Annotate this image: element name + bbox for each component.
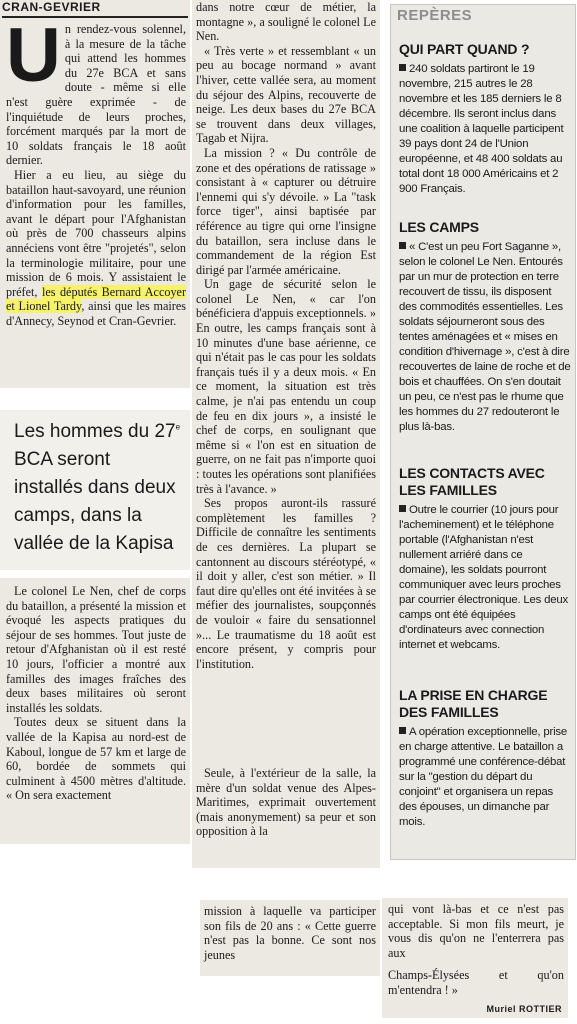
kapisa-paragraph: Toutes deux se situent dans la vallée de la Kapisa au nord-est de Kaboul, longue de 57 km et large de 60, bordée de sommets qui culminent à 4500 mètres d'altitude. « On sera exactement <box>6 715 186 803</box>
pull-quote-part-b: BCA seront installés dans deux camps, dans la vallée de la Kapisa <box>14 449 176 554</box>
section-text <box>399 503 571 653</box>
clipping-continuation-2 <box>382 898 568 972</box>
article-column-1 <box>0 0 190 388</box>
section-prise-en-charge <box>399 687 571 830</box>
bullet-icon <box>399 505 406 512</box>
bullet-icon <box>399 242 406 249</box>
column-1-lower-body <box>6 584 186 803</box>
pull-quote-part-a: Les hommes du 27 <box>14 421 176 442</box>
clipping-2-text: qui vont là-bas et ce n'est pas acceptable. Si mon fils meurt, je vous dis qu'on ne l'enterrera pas aux <box>388 902 564 960</box>
bullet-icon <box>399 64 406 71</box>
intro-paragraph <box>6 13 186 168</box>
highlighted-deputies: les députés Bernard Accoyer et Lionel Tardy <box>6 284 187 314</box>
author-byline: Muriel ROTTIER <box>486 1004 562 1014</box>
section-body: « C'est un peu Fort Saganne », selon le colonel Le Nen. Entourés par un mur de protection en terre recouvert de tissu, ils disposent des commodités essentielles. Les soldats séjourneront sous des tentes aménagées et « mises en condition d'hivernage », c'est à dire recouvertes de laine de roche et de bois et chauffées. On s'en doutait un peu, ce n'est pas le rhume que les hommes du 27 redouteront le plus là-bas. <box>399 241 571 433</box>
pull-quote-sup: e <box>175 422 181 432</box>
section-text <box>399 62 571 197</box>
article-column-1-lower <box>0 578 190 844</box>
col2-paragraph-2: La mission ? « Du contrôle de zone et des opérations de ratissage » consistant à « capturer ou détruire l'ennemi qui s'y dévoile. » La "task force tiger", ainsi baptisée par référence au tigre qui orne l'insigne du bataillon, sera incluse dans le commandement de la région Est dirigé par l'armée américaine. <box>196 145 376 277</box>
meeting-paragraph <box>6 168 186 329</box>
col2-seule <box>196 766 376 839</box>
section-body: 240 soldats partiront le 19 novembre, 215 autres le 28 novembre et les 185 derniers le 8 décembre. Ils seront inclus dans une coalition à laquelle participent 39 pays dont 24 de l'Union européenne, et 48 400 soldats au total dont 18 000 Américains et 2 900 Français. <box>399 63 564 195</box>
meeting-text-a: Hier a eu lieu, au siège du bataillon haut-savoyard, une réunion d'information pour les familles, avant le départ pour l'Afghanistan où près de 700 chasseurs alpins annéciens vont être "projetés", selon la terminologie militaire, pour une mission de 6 mois. Y assistaient le préfet, <box>6 167 186 299</box>
clipping-1-text: mission à laquelle va participer son fils de 20 ans : « Cette guerre n'est pas la bonne. Ce sont nos jeunes <box>204 904 376 962</box>
section-text <box>399 725 571 830</box>
section-contacts-familles <box>399 465 571 653</box>
clipping-continuation-3 <box>382 964 568 1018</box>
col2-paragraph-0: dans notre cœur de métier, la montagne », a souligné le colonel Le Nen. <box>196 0 376 44</box>
bullet-icon <box>399 727 406 734</box>
colonel-paragraph: Le colonel Le Nen, chef de corps du bataillon, a présenté la mission et évoqué les aspects pratiques du séjour de ses hommes. Tout juste de retour d'Afghanistan où il est resté 10 jours, l'officier a montré aux familles des images fraîches des deux bases militaires où seront installés les soldats. <box>6 584 186 715</box>
section-text <box>399 240 571 435</box>
location-header: CRAN-GEVRIER <box>2 0 188 18</box>
section-body: A opération exceptionnelle, prise en charge attentive. Le bataillon a programmé une conférence-débat sur la "gestion du départ du conjoint" et organisera un repas des épouses, un dimanche par mois. <box>399 726 568 828</box>
column-2-body <box>196 0 376 671</box>
intro-text: n rendez-vous solennel, à la mesure de la tâche qui attend les hommes du 27e BCA et sans doute - même si elle n'est guère exprimée - de l'inquiétude de leurs proches, forcément marqués par la mort de 10 soldats français le 18 août dernier. <box>6 22 186 168</box>
section-qui-part-quand <box>399 41 571 197</box>
section-body: Outre le courrier (10 jours pour l'acheminement) et le téléphone portable (l'Afghanistan n'est nullement arriéré dans ce domaine), les soldats pourront communiquer avec leurs proches par courrier électronique. Les deux camps ont été équipées d'ordinateurs avec connection internet et webcams. <box>399 504 569 651</box>
section-title: LES CAMPS <box>399 219 479 235</box>
sidebar-tag: REPÈRES <box>397 7 473 24</box>
pull-quote-text <box>14 418 184 558</box>
section-title: LES CONTACTS AVEC LES FAMILLES <box>399 465 545 498</box>
article-column-2 <box>192 0 380 868</box>
section-title: LA PRISE EN CHARGE DES FAMILLES <box>399 687 548 720</box>
clipping-continuation-1 <box>200 900 380 976</box>
col2-paragraph-3: Un gage de sécurité selon le colonel Le Nen, « car l'on bénéficiera d'appuis exceptionnels. » En outre, les camps français sont à 10 minutes d'une base aérienne, ce qui n'était pas le cas pour les soldats français tués il y a deux mois. « En ce moment, la situation est très calme, je n'ai pas entendu un coup de feu en dix jours », a insisté le chef de corps, en soulignant que même si « l'on est en situation de guerre, on ne fait pas n'importe quoi : toutes les opérations sont planifiées très à l'avance. » <box>196 277 376 496</box>
article-intro <box>6 13 187 328</box>
drop-cap: U <box>6 13 61 98</box>
clipping-3-text: Champs-Élysées et qu'on m'entendra ! » <box>388 968 564 997</box>
col2-paragraph-4: Ses propos auront-ils rassuré complètement les familles ? Difficile de connaître les sentiments de ces dernières. La plupart se cantonnent au discours stéréotypé, « il doit y aller, c'est son métier. » Il faut dire qu'elles ont été invitées à se méfier des journalistes, soupçonnés de vouloir « faire du sensationnel »... Le traumatisme du 18 août est encore présent, y compris pour l'institution. <box>196 496 376 671</box>
meeting-text-b: , ainsi que les maires d'Annecy, Seynod et Cran-Gevrier. <box>6 299 186 328</box>
section-title: QUI PART QUAND ? <box>399 41 530 57</box>
col2-paragraph-5: Seule, à l'extérieur de la salle, la mère d'un soldat venue des Alpes-Maritimes, exprimait ouvertement (mais anonymement) sa peur et son opposition à la <box>196 766 376 839</box>
pull-quote <box>0 410 190 570</box>
reperes-sidebar <box>390 4 576 860</box>
section-les-camps <box>399 219 571 435</box>
col2-paragraph-1: « Très verte » et ressemblant « un peu au bocage normand » avant l'hiver, cette vallée sera, au moment du séjour des Alpins, recouverte de neige. Les deux bases du 27e BCA se trouvent dans deux villages, Tagab et Nijra. <box>196 43 376 146</box>
